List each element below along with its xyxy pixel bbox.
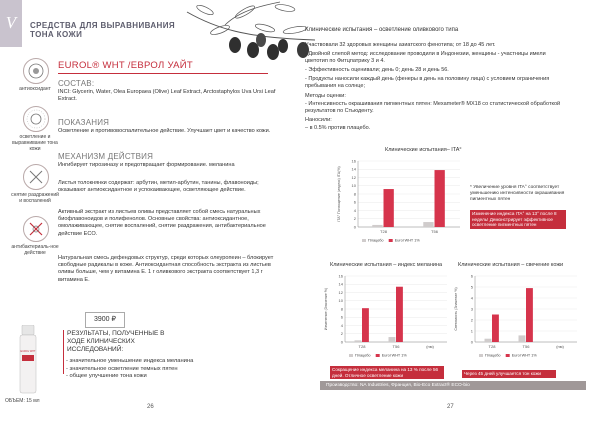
chart-title: Клинические испытания– ITA°: [385, 147, 462, 153]
legend-label: Плацебо: [355, 353, 371, 358]
y-tick-label: 4: [470, 295, 473, 301]
x-tick-label: T28: [380, 229, 387, 234]
icon-caption: снятие раздражений и воспалений: [11, 192, 59, 204]
antioxidant-icon: [23, 58, 49, 84]
bar-eurol-wht-1-: [435, 170, 445, 227]
legend-swatch: [389, 239, 393, 242]
y-tick-label: 10: [351, 183, 356, 189]
y-axis-label: Изменение (Значение %): [324, 287, 328, 331]
trial-line: - Эффективность оценивали; день 0; день 28 и день 56.: [305, 67, 449, 73]
y-tick-label: 2: [340, 331, 343, 337]
x-tick-label: (нм): [426, 344, 434, 349]
antibacterial-icon: [23, 216, 49, 242]
olive-branch-illustration: [185, 0, 320, 75]
page-number-left: 26: [147, 404, 154, 410]
y-tick-label: 12: [351, 174, 356, 180]
mechanism-paragraph: Активный экстракт из листьев оливы представляет собой смесь натуральных биофлавоноидов и полифенолов. Основные свойства: антиоксидантное, омолаживающее, снятие воспалений, снятие раздражения, антибактериальное действие ECO.: [58, 209, 266, 237]
y-tick-label: 1: [470, 328, 473, 334]
bar-плацебо: [389, 337, 396, 342]
manufacturer-footer-bar: Производство: NA Industries, Франция, Bio-Eco Extract® ECO-bio: [320, 381, 586, 390]
y-tick-label: 14: [351, 166, 356, 172]
y-axis-label: Светимость (Значение %): [454, 287, 458, 331]
product-title: EUROL® WHT /ЕВРОЛ УАЙТ: [58, 60, 194, 71]
legend-swatch: [362, 239, 366, 242]
bar-плацебо: [355, 340, 362, 342]
list-item: - общее улучшение тона кожи: [66, 373, 147, 380]
icon-caption: антиоксидант: [19, 86, 51, 92]
legend-label: Плацебо: [368, 238, 384, 243]
product-bottle-label: EUROL WHT: [20, 350, 36, 353]
bar-eurol-wht-1-: [362, 308, 369, 342]
results-list: [66, 358, 266, 381]
title-divider: [58, 73, 268, 74]
mechanism-paragraph: Натуральная смесь дефендовых структур, среди которых олеуропеин – блокирует свободные радикалы в коже. Антиоксидантная способность экстракта из листьев оливы больше, чем у витамина Е. 1 г оливкового экстракта соответствует 1,3 г витамина Е.: [58, 255, 274, 283]
bar-плацебо: [519, 335, 526, 342]
results-heading: РЕЗУЛЬТАТЫ, ПОЛУЧЕННЫЕ В ХОДЕ КЛИНИЧЕСКИХ ИССЛЕДОВАНИЙ:: [67, 330, 165, 353]
x-tick-label: T56: [522, 344, 530, 349]
section-title: СРЕДСТВА ДЛЯ ВЫРАВНИВАНИЯ ТОНА КОЖИ: [30, 21, 176, 39]
trial-line: Наносили:: [305, 117, 332, 123]
benefits-icon-column: [9, 52, 59, 312]
radiance-highlight-box: Через 45 дней улучшается тон кожи: [462, 370, 556, 378]
y-tick-label: 2: [353, 216, 356, 222]
mechanism-paragraph: Ингибирует тирозиназу и предотвращает формирование. меланина: [58, 162, 235, 168]
radiance-bar-chart: [453, 270, 583, 362]
brand-logo: V: [5, 13, 17, 32]
y-tick-label: 6: [353, 199, 356, 205]
list-item: - значительное осветление темных пятен: [66, 365, 178, 372]
trial-line: – в 0.5% против плацебо.: [305, 125, 371, 131]
y-tick-label: 14: [338, 281, 343, 287]
clinical-trials-title: Клинические испытания – осветление оливкового типа: [305, 27, 459, 33]
legend-label: Eurol WHT 1%: [511, 353, 537, 358]
list-item: - значительное уменьшение индекса меланина: [66, 358, 194, 364]
x-tick-label: (нм): [556, 344, 564, 349]
melanin-highlight-box: Сокращение индекса меланина на 13 % после 56 дней. Отличное осветление кожи: [330, 366, 444, 379]
product-bottle-image: [18, 325, 38, 395]
y-tick-label: 10: [338, 298, 343, 304]
price-tag: 3900 ₽: [85, 312, 125, 328]
y-tick-label: 4: [353, 207, 356, 213]
indications-heading: ПОКАЗАНИЯ: [58, 118, 110, 127]
y-tick-label: 8: [340, 306, 343, 312]
composition-text: INCI: Glycerin, Water, Olea Europaea (Olive) Leaf Extract, Arctostaphylos Uva Ursi Leaf Extract.: [58, 89, 276, 103]
bar-плацебо: [372, 225, 382, 227]
legend-label: Eurol WHT 1%: [381, 353, 407, 358]
melanin-bar-chart: [323, 270, 453, 362]
ita-bar-chart: [336, 155, 466, 247]
y-tick-label: 16: [351, 158, 356, 164]
legend-label: Eurol WHT 1%: [394, 238, 420, 243]
chart-title: Клинические испытания – свечение кожи: [458, 262, 564, 268]
indications-text: Осветление и противовоспалительное действие. Улучшает цвет и качество кожи.: [58, 128, 271, 134]
x-tick-label: T28: [488, 344, 496, 349]
x-tick-label: T56: [431, 229, 438, 234]
bar-eurol-wht-1-: [492, 315, 499, 343]
ita-highlight-box: Изменение индекса ITA° на 13° после 8 недель! Демонстрирует эффективное осветление пигментных пятен: [470, 210, 566, 229]
x-tick-label: T28: [358, 344, 366, 349]
trial-line: - Продукты наносили каждый день (фенеры в день на половину лица) с условием ограничения пребывания на солнце;: [305, 76, 550, 90]
y-tick-label: 2: [470, 317, 473, 323]
trial-line: - Интенсивность окрашивания пигментных пятен: Mexameter® MX18 со статистической обработкой результатов по Стьюденту.: [305, 101, 561, 115]
y-tick-label: 6: [470, 273, 473, 279]
y-tick-label: 3: [470, 306, 473, 312]
y-tick-label: 8: [353, 191, 356, 197]
icon-caption: осветление и выравнивание тона кожи: [12, 134, 58, 152]
brightening-icon: [23, 106, 49, 132]
y-tick-label: 6: [340, 314, 343, 320]
x-tick-label: T56: [392, 344, 400, 349]
icon-caption: антибактериаль-ное действие: [11, 244, 59, 256]
y-axis-label: ITA° Поглощение (индекс) ITA(%): [337, 166, 341, 222]
bar-eurol-wht-1-: [384, 189, 394, 227]
composition-heading: СОСТАВ:: [58, 79, 95, 88]
y-tick-label: 0: [340, 339, 343, 345]
legend-swatch: [376, 354, 380, 357]
bar-плацебо: [485, 339, 492, 342]
product-volume: ОБЪЕМ: 15 мл: [5, 398, 40, 404]
mechanism-paragraph: Листья толокнянки содержат: арбутин, метил-арбутин, танины, флавоноиды; оказывают антиоксидантное и успокаивающее, осветляющее действие.: [58, 180, 259, 194]
legend-swatch: [506, 354, 510, 357]
legend-label: Плацебо: [485, 353, 501, 358]
bar-eurol-wht-1-: [396, 287, 403, 342]
y-tick-label: 4: [340, 322, 343, 328]
trial-line: - Двойной слепой метод: исследование проводили в Индонезии, женщины - участницы имели цветотип по Фитцпатрику 3 и 4.: [305, 51, 546, 65]
ita-footnote: * Увеличение уровня ITA° соответствует уменьшению интенсивности окрашивания пигментных пятен: [470, 185, 565, 202]
bar-плацебо: [423, 222, 433, 227]
y-tick-label: 5: [470, 284, 473, 290]
y-tick-label: 16: [338, 273, 343, 279]
y-tick-label: 0: [353, 224, 356, 230]
anti-irritation-icon: [23, 164, 49, 190]
trial-line: Методы оценки:: [305, 93, 346, 99]
y-tick-label: 12: [338, 289, 343, 295]
legend-swatch: [479, 354, 483, 357]
bar-eurol-wht-1-: [526, 288, 533, 342]
legend-swatch: [349, 354, 353, 357]
page-number-right: 27: [447, 404, 454, 410]
trial-line: Участвовали 32 здоровых женщины азиатского фенотипа; от 18 до 45 лет.: [305, 42, 496, 48]
chart-title: Клинические испытания – индекс меланина: [330, 262, 443, 268]
y-tick-label: 0: [470, 339, 473, 345]
mechanism-heading: МЕХАНИЗМ ДЕЙСТВИЯ: [58, 152, 154, 161]
